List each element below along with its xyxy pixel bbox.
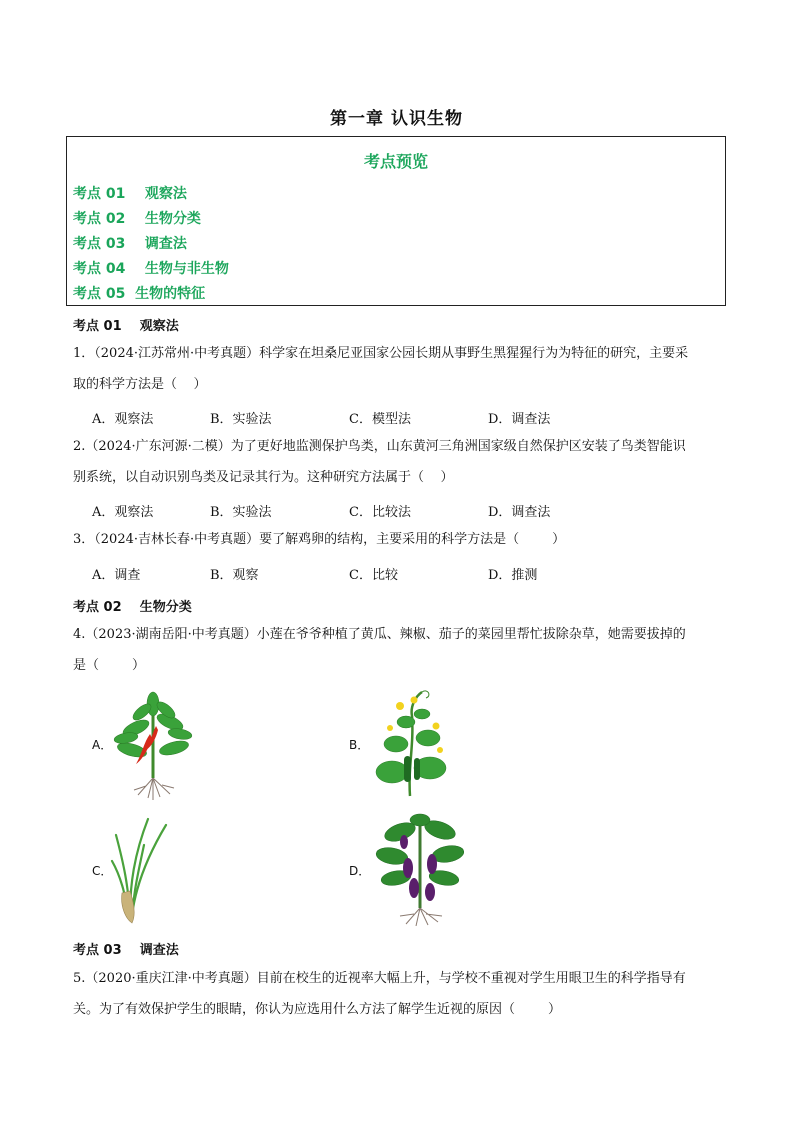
question-text: 是（ ） <box>73 658 146 673</box>
option-label: B． <box>349 738 370 752</box>
preview-item: 考点 02 生物分类 <box>73 211 201 227</box>
option-b: B．实验法 <box>210 412 272 427</box>
option-label: C． <box>92 864 113 878</box>
option-c: C．比较法 <box>349 505 411 520</box>
question-text: 3．（2024·吉林长春·中考真题）要了解鸡卵的结构，主要采用的科学方法是（ ） <box>73 532 566 547</box>
option-a: A．观察法 <box>92 505 154 520</box>
option-d: D．调查法 <box>488 505 551 520</box>
option-label: A． <box>92 738 113 752</box>
option-a: A．调查 <box>92 568 141 583</box>
section-heading: 考点 03 调查法 <box>73 943 179 958</box>
page-title: 第一章 认识生物 <box>330 109 463 129</box>
option-a: A．观察法 <box>92 412 154 427</box>
section-heading: 考点 01 观察法 <box>73 319 179 334</box>
preview-item: 考点 04 生物与非生物 <box>73 261 229 277</box>
option-d: D．调查法 <box>488 412 551 427</box>
eggplant-plant-image <box>370 812 470 926</box>
pepper-plant-image <box>108 690 198 800</box>
cucumber-plant-image <box>370 686 460 798</box>
preview-title: 考点预览 <box>363 152 428 171</box>
question-text: 2.（2024·广东河源·二模）为了更好地监测保护鸟类，山东黄河三角洲国家级自然保护区安装了鸟类智能识 <box>73 439 686 454</box>
grass-weed-image <box>108 815 178 925</box>
question-text: 4.（2023·湖南岳阳·中考真题）小莲在爷爷种植了黄瓜、辣椒、茄子的菜园里帮忙拔除杂草，她需要拔掉的 <box>73 627 686 642</box>
preview-item: 考点 03 调查法 <box>73 236 187 252</box>
preview-item: 考点 01 观察法 <box>73 186 187 202</box>
preview-item: 考点 05 生物的特征 <box>73 286 206 302</box>
option-c: C．比较 <box>349 568 398 583</box>
question-text: 5.（2020·重庆江津·中考真题）目前在校生的近视率大幅上升，与学校不重视对学生用眼卫生的科学指导有 <box>73 971 686 986</box>
option-d: D．推测 <box>488 568 538 583</box>
preview-box <box>66 136 726 306</box>
question-text: 取的科学方法是（ ） <box>73 377 207 392</box>
question-text: 别系统，以自动识别鸟类及记录其行为。这种研究方法属于（ ） <box>73 470 454 485</box>
section-heading: 考点 02 生物分类 <box>73 600 192 615</box>
question-text: 1．（2024·江苏常州·中考真题）科学家在坦桑尼亚国家公园长期从事野生黑猩猩行为为特征的研究，主要采 <box>73 346 689 361</box>
option-b: B．实验法 <box>210 505 272 520</box>
option-b: B．观察 <box>210 568 259 583</box>
question-text: 关。为了有效保护学生的眼睛，你认为应选用什么方法了解学生近视的原因（ ） <box>73 1002 562 1017</box>
option-label: D． <box>349 864 371 878</box>
option-c: C．模型法 <box>349 412 411 427</box>
